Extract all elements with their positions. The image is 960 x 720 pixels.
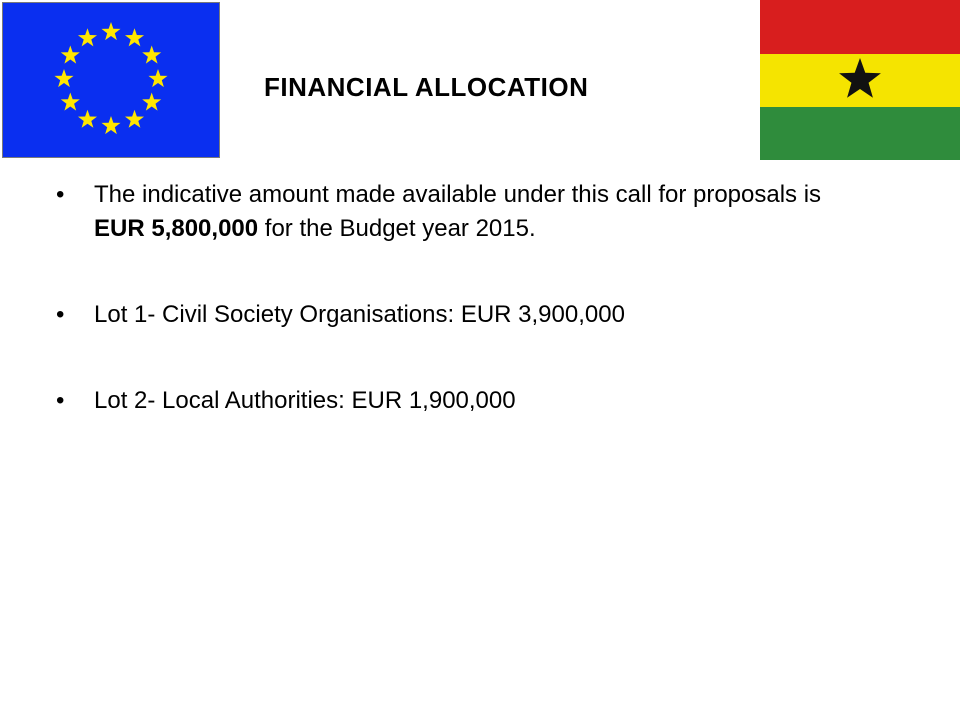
ghana-flag-green-stripe	[760, 107, 960, 160]
bullet-item-lot1	[56, 298, 876, 332]
bullet-text-budget-amount: EUR 5,800,000	[94, 215, 259, 242]
bullet-text-budget-after: for the Budget year 2015.	[258, 215, 536, 242]
slide-title: FINANCIAL ALLOCATION	[264, 72, 589, 102]
ghana-flag-red-stripe	[760, 0, 960, 54]
ghana-flag-graphic	[760, 0, 960, 160]
bullet-text-lot1: Lot 1- Civil Society Organisations: EUR 3,900,000	[94, 301, 625, 328]
ghana-flag-icon	[760, 0, 960, 160]
eu-flag-icon	[2, 2, 220, 158]
bullet-icon: •	[56, 181, 65, 208]
bullet-text-budget-before: The indicative amount made available under this call for proposals is	[94, 181, 822, 208]
eu-flag-graphic	[3, 3, 219, 157]
bullet-text-lot2: Lot 2- Local Authorities: EUR 1,900,000	[94, 387, 516, 414]
bullet-icon: •	[56, 301, 65, 328]
bullet-item-lot2	[56, 384, 876, 418]
bullet-list	[56, 178, 876, 418]
bullet-icon: •	[56, 387, 65, 414]
bullet-item-budget	[56, 178, 876, 246]
